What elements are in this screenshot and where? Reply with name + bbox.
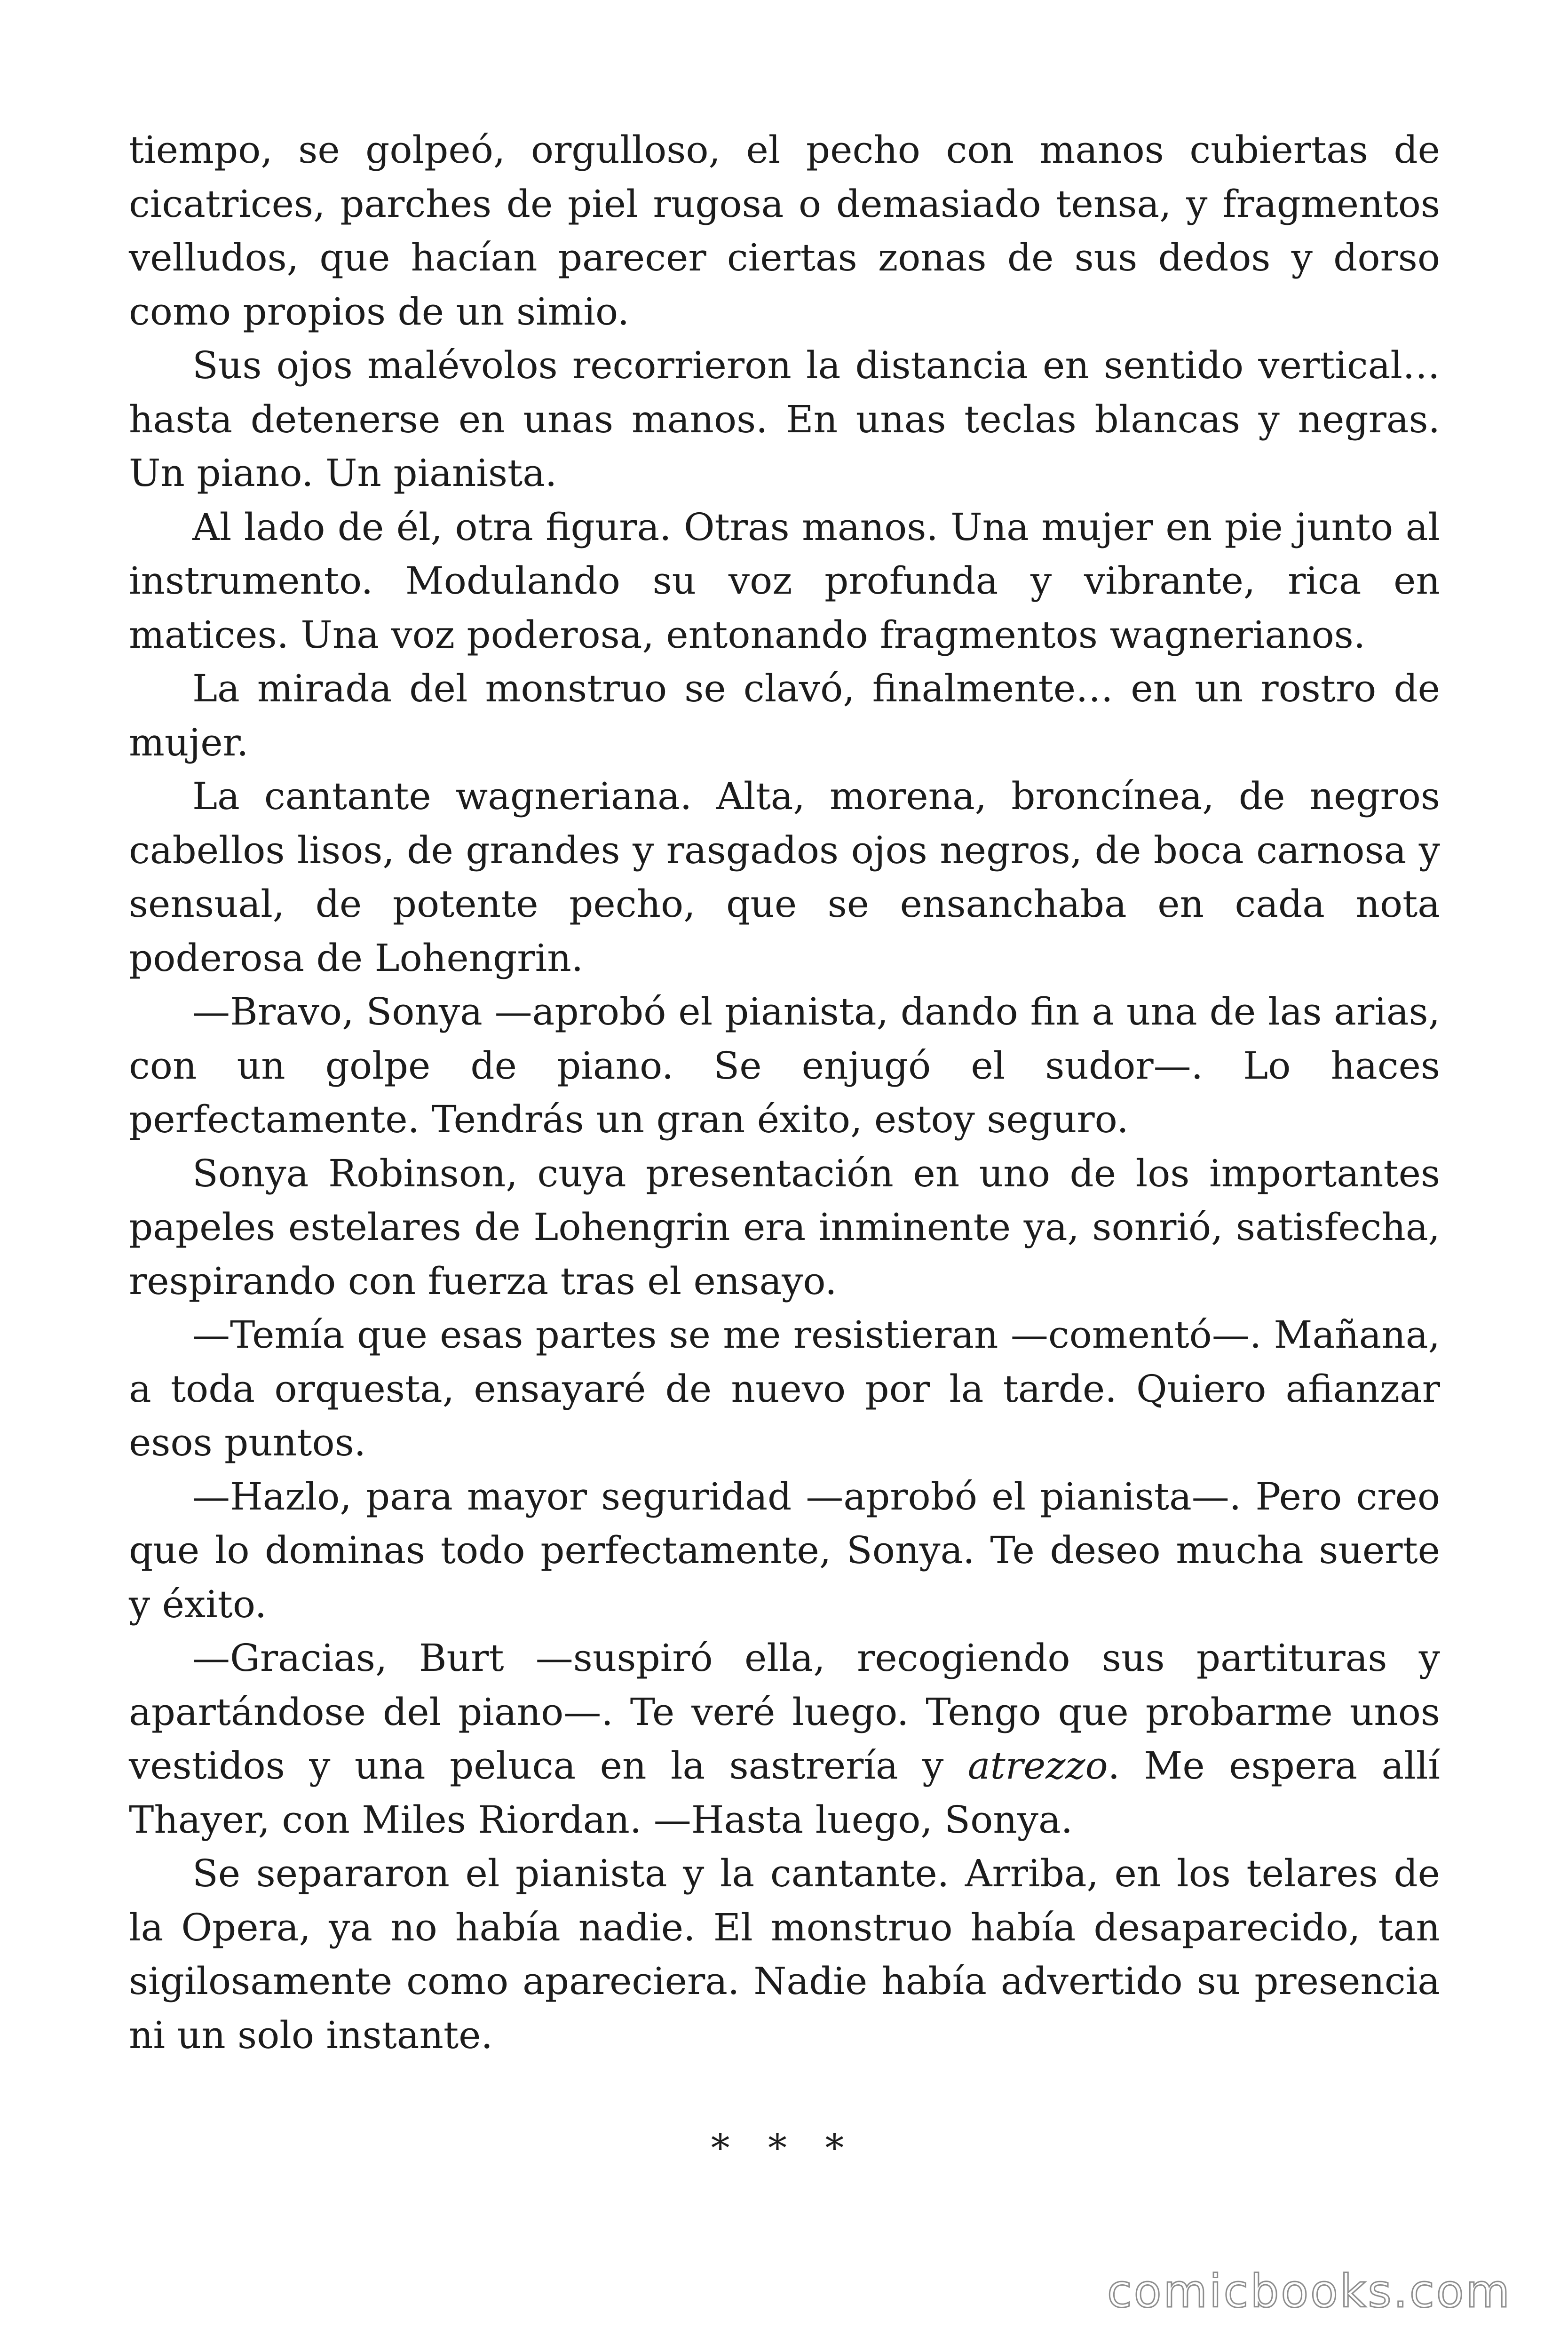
paragraph-text: . Me espera allí Thayer, con Miles Riordan. —Hasta luego, Sonya. (129, 1744, 1440, 1842)
paragraph-text: —Hazlo, para mayor seguridad —aprobó el pianista—. Pero creo que lo dominas todo perfectamente, Sonya. Te deseo mucha suerte y éxito. (129, 1474, 1440, 1626)
paragraph (129, 770, 1440, 985)
paragraph-text: —Gracias, Burt —suspiró ella, recogiendo sus partituras y apartándose del piano—. Te veré luego. Tengo que probarme unos vestidos y una peluca en la sastrería y (129, 1636, 1440, 1788)
paragraph-text: —Bravo, Sonya —aprobó el pianista, dando fin a una de las arias, con un golpe de piano. Se enjugó el sudor—. Lo haces perfectamente. Tendrás un gran éxito, estoy seguro. (129, 990, 1440, 1141)
paragraph (129, 662, 1440, 770)
paragraph-text: Al lado de él, otra figura. Otras manos. Una mujer en pie junto al instrumento. Modulando su voz profunda y vibrante, rica en matices. Una voz poderosa, entonando fragmentos wagnerianos. (129, 505, 1440, 657)
paragraph-text: —Temía que esas partes se me resistieran —comentó—. Mañana, a toda orquesta, ensayaré de nuevo por la tarde. Quiero afianzar esos puntos. (129, 1313, 1440, 1464)
paragraph (129, 1631, 1440, 1847)
paragraph (129, 123, 1440, 339)
paragraph (129, 501, 1440, 662)
paragraph-text: Sus ojos malévolos recorrieron la distancia en sentido vertical… hasta detenerse en unas manos. En unas teclas blancas y negras. Un piano. Un pianista. (129, 343, 1440, 495)
paragraph (129, 1147, 1440, 1309)
paragraph (129, 339, 1440, 501)
paragraph-text: tiempo, se golpeó, orgulloso, el pecho con manos cubiertas de cicatrices, parches de piel rugosa o demasiado tensa, y fragmentos velludos, que hacían parecer ciertas zonas de sus dedos y dorso como propios de un simio. (129, 128, 1440, 334)
paragraph-text: Se separaron el pianista y la cantante. Arriba, en los telares de la Opera, ya no había nadie. El monstruo había desaparecido, tan sigilosamente como apareciera. Nadie había advertido su presencia ni un solo instante. (129, 1851, 1440, 2057)
paragraph (129, 1470, 1440, 1632)
paragraph (129, 1847, 1440, 2062)
paragraph-text: Sonya Robinson, cuya presentación en uno de los importantes papeles estelares de Lohengrin era inminente ya, sonrió, satisfecha, respirando con fuerza tras el ensayo. (129, 1151, 1440, 1303)
paragraph-text: La cantante wagneriana. Alta, morena, broncínea, de negros cabellos lisos, de grandes y rasgados ojos negros, de boca carnosa y sensual, de potente pecho, que se ensanchaba en cada nota poderosa de Lohengrin. (129, 774, 1440, 980)
paragraph (129, 1308, 1440, 1470)
italic-text: atrezzo (967, 1744, 1108, 1788)
watermark-logo: comicbooks.com (1107, 2265, 1512, 2318)
page-body (129, 123, 1440, 2062)
paragraph-text: La mirada del monstruo se clavó, finalmente… en un rostro de mujer. (129, 667, 1440, 764)
scene-break: * * * (711, 2126, 857, 2170)
paragraph (129, 985, 1440, 1147)
